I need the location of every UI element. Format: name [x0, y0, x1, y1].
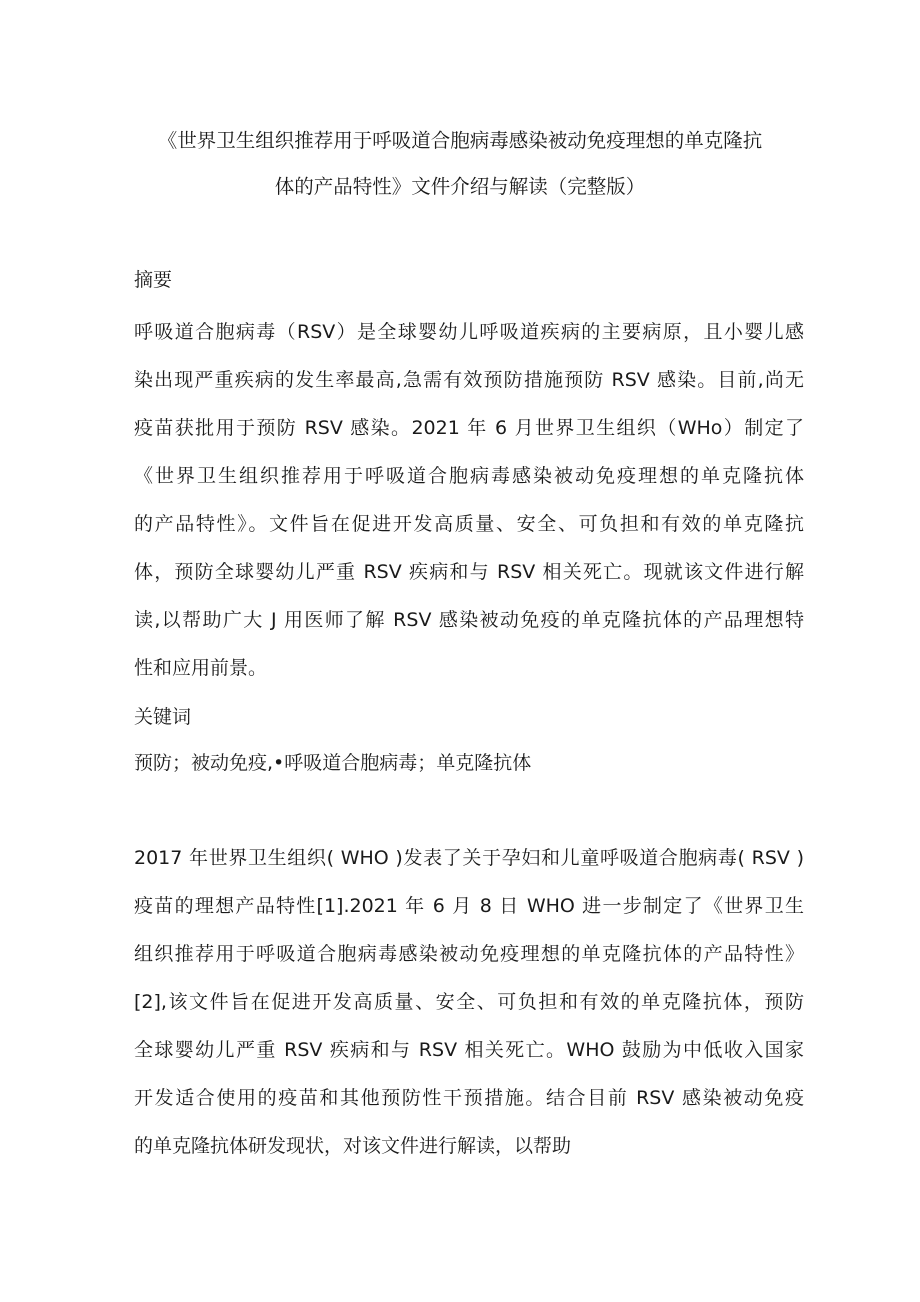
body-paragraph: [134, 843, 804, 1179]
abstract-line: 呼吸道合胞病毒（RSV）是全球婴幼儿呼吸道疾病的主要病原，且小婴儿感: [134, 321, 804, 343]
title-line: 《世界卫生组织推荐用于呼吸道合胞病毒感染被动免疫理想的单克隆抗: [157, 129, 763, 152]
abstract-paragraph: [134, 317, 804, 701]
body-line: 开发适合使用的疫苗和其他预防性干预措施。结合目前 RSV 感染被动免疫: [134, 1087, 804, 1109]
body-line: 2017 年世界卫生组织( WHO )发表了关于孕妇和儿童呼吸道合胞病毒( RSV ): [134, 847, 804, 869]
abstract-line: 性和应用前景。: [134, 657, 268, 679]
body-line: [2],该文件旨在促进开发高质量、安全、可负担和有效的单克隆抗体，预防: [134, 991, 804, 1013]
abstract-heading: 摘要: [134, 269, 173, 291]
title-line: 体的产品特性》文件介绍与解读（完整版）: [274, 175, 646, 198]
keywords-heading: 关键词: [134, 706, 192, 728]
body-line: 疫苗的理想产品特性[1].2021 年 6 月 8 日 WHO 进一步制定了《世界卫生: [134, 895, 804, 917]
body-line: 全球婴幼儿严重 RSV 疾病和与 RSV 相关死亡。WHO 鼓励为中低收入国家: [134, 1039, 804, 1061]
body-line: 组织推荐用于呼吸道合胞病毒感染被动免疫理想的单克隆抗体的产品特性》: [134, 943, 804, 965]
abstract-line: 读,以帮助广大 J 用医师了解 RSV 感染被动免疫的单克隆抗体的产品理想特: [134, 609, 804, 631]
document-title: [130, 118, 790, 210]
abstract-line: 《世界卫生组织推荐用于呼吸道合胞病毒感染被动免疫理想的单克隆抗体: [134, 465, 804, 487]
abstract-line: 染出现严重疾病的发生率最高,急需有效预防措施预防 RSV 感染。目前,尚无: [134, 369, 804, 391]
abstract-line: 疫苗获批用于预防 RSV 感染。2021 年 6 月世界卫生组织（WHo）制定了: [134, 417, 804, 439]
abstract-line: 的产品特性》。文件旨在促进开发高质量、安全、可负担和有效的单克隆抗: [134, 513, 804, 535]
keywords-list: 预防；被动免疫,•呼吸道合胞病毒；单克隆抗体: [134, 752, 532, 774]
abstract-line: 体，预防全球婴幼儿严重 RSV 疾病和与 RSV 相关死亡。现就该文件进行解: [134, 561, 804, 583]
body-line: 的单克隆抗体研发现状，对该文件进行解读，以帮助: [134, 1135, 572, 1157]
